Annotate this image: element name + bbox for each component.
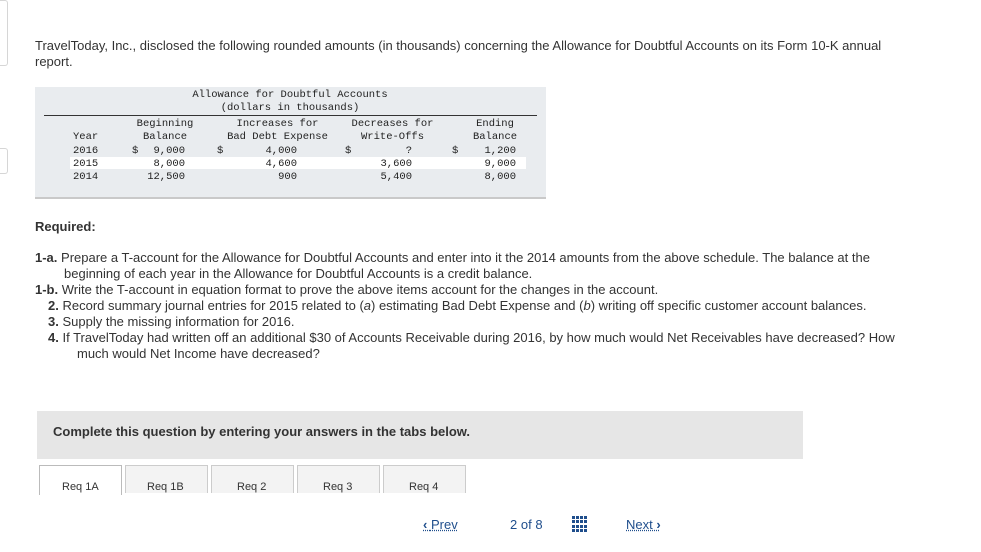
requirement-number: 1-a.	[35, 250, 58, 265]
chevron-right-icon: ›	[656, 517, 661, 532]
decreases-cell: 3,600	[380, 158, 412, 170]
requirement-number: 2.	[48, 298, 59, 313]
increases-cell: 4,600	[265, 158, 297, 170]
schedule-title-rule	[44, 115, 537, 116]
row-year: 2016	[73, 145, 99, 157]
requirement-1a	[35, 250, 905, 282]
tab-label: Req 1A	[62, 481, 99, 493]
instructions-text: Complete this question by entering your answers in the tabs below.	[53, 424, 471, 439]
header-increases-line2: Bad Debt Expense	[227, 131, 328, 143]
ending-balance-cell: 1,200	[484, 145, 516, 157]
header-decreases-line1: Decreases for	[351, 118, 434, 130]
instructions-bar	[37, 411, 803, 459]
grid-icon[interactable]	[572, 516, 588, 532]
requirements-list	[35, 250, 905, 362]
requirement-4	[35, 330, 905, 362]
tab-label: Req 1B	[147, 481, 184, 493]
next-label: Next	[626, 517, 653, 532]
total-pages: 8	[535, 517, 543, 532]
row-stripe	[70, 157, 526, 169]
row-year: 2014	[73, 171, 99, 183]
chevron-left-icon: ‹	[423, 517, 428, 532]
page-counter	[510, 517, 543, 532]
header-ending-line1: Ending	[476, 118, 514, 130]
header-beginning-line2: Balance	[142, 131, 188, 143]
requirement-text-part: Record summary journal entries for 2015 related to (	[62, 298, 364, 313]
requirement-number: 3.	[48, 314, 59, 329]
requirement-2	[35, 298, 905, 314]
header-beginning-line1: Beginning	[136, 118, 194, 130]
beginning-balance-cell: 9,000	[153, 145, 185, 157]
requirement-number: 1-b.	[35, 282, 59, 297]
beginning-balance-cell: 12,500	[147, 171, 185, 183]
requirement-number: 4.	[48, 330, 59, 345]
tab-label: Req 3	[323, 481, 353, 493]
dollar-sign: $	[132, 145, 139, 157]
prev-button[interactable]	[423, 517, 458, 532]
tab-req-2[interactable]	[211, 465, 294, 493]
requirement-text: If TravelToday had written off an additional $30 of Accounts Receivable during 2016, by how much would Net Receivables have decreased? How much would Net Income have decreased?	[62, 330, 895, 361]
dollar-sign: $	[217, 145, 224, 157]
next-button[interactable]	[626, 517, 661, 532]
dollar-sign: $	[452, 145, 459, 157]
increases-cell: 900	[278, 171, 297, 183]
left-edge-handle-top	[0, 0, 8, 66]
pagination	[0, 510, 981, 540]
schedule-title: Allowance for Doubtful Accounts	[192, 89, 388, 101]
requirement-1b	[35, 282, 905, 298]
tab-req-1a[interactable]	[39, 465, 122, 495]
current-page: 2	[510, 517, 518, 532]
tab-label: Req 2	[237, 481, 267, 493]
decreases-cell: ?	[405, 145, 412, 157]
tab-req-4[interactable]	[383, 465, 466, 493]
beginning-balance-cell: 8,000	[153, 158, 185, 170]
requirement-3	[35, 314, 905, 330]
left-edge-handle-middle	[0, 148, 8, 174]
prev-label: Prev	[430, 517, 458, 532]
header-year: Year	[73, 131, 99, 143]
ending-balance-cell: 8,000	[484, 171, 516, 183]
requirement-text-part: ) estimating Bad Debt Expense and (	[371, 298, 584, 313]
requirement-text: Prepare a T-account for the Allowance for Doubtful Accounts and enter into it the 2014 amounts from the above schedule. The balance at the beginning of each year in the Allowance for Doubtful Accounts is a credit balance.	[61, 250, 870, 281]
header-increases-line1: Increases for	[236, 118, 319, 130]
header-ending-line2: Balance	[472, 131, 518, 143]
tab-req-3[interactable]	[297, 465, 380, 493]
requirement-text-part: ) writing off specific customer account balances.	[590, 298, 867, 313]
requirement-letter: b	[583, 298, 591, 313]
tab-label: Req 4	[409, 481, 439, 493]
tab-req-1b[interactable]	[125, 465, 208, 493]
allowance-schedule-table	[35, 87, 546, 199]
dollar-sign: $	[345, 145, 352, 157]
header-decreases-line2: Write-Offs	[360, 131, 424, 143]
requirement-letter: a	[363, 298, 372, 313]
row-year: 2015	[73, 158, 99, 170]
ending-balance-cell: 9,000	[484, 158, 516, 170]
decreases-cell: 5,400	[380, 171, 412, 183]
page-of: of	[520, 517, 532, 532]
increases-cell: 4,000	[265, 145, 297, 157]
schedule-subtitle: (dollars in thousands)	[220, 102, 360, 114]
required-heading: Required:	[35, 219, 96, 234]
requirement-text: Write the T-account in equation format to prove the above items account for the changes in the account.	[61, 282, 659, 297]
intro-text: TravelToday, Inc., disclosed the following rounded amounts (in thousands) concerning the Allowance for Doubtful Accounts on its Form 10-K annual report.	[35, 38, 882, 69]
requirement-text: Supply the missing information for 2016.	[62, 314, 295, 329]
